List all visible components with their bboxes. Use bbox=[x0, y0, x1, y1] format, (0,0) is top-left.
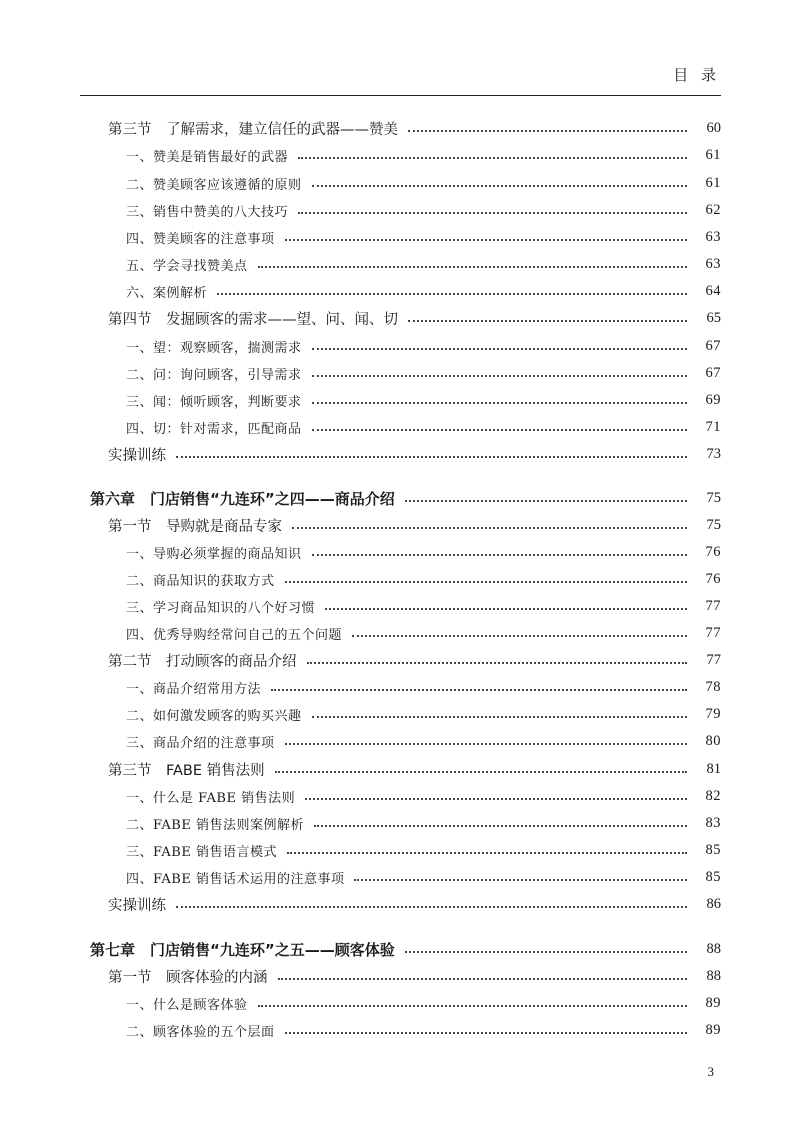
toc-entry-title: 二、赞美顾客应该遵循的原则 bbox=[126, 177, 302, 193]
toc-entry-page: 75 bbox=[706, 516, 721, 533]
dot-leader bbox=[352, 635, 687, 637]
dot-leader bbox=[285, 239, 687, 241]
toc-entry-page: 89 bbox=[705, 994, 721, 1011]
toc-entry-page: 88 bbox=[706, 940, 721, 957]
toc-section-row bbox=[0, 963, 800, 989]
toc-item-row bbox=[0, 539, 800, 565]
toc-entry-title: 四、赞美顾客的注意事项 bbox=[126, 231, 275, 247]
toc-item-row bbox=[0, 333, 800, 359]
dot-leader bbox=[258, 266, 687, 268]
dot-leader bbox=[298, 212, 687, 214]
toc-section-row bbox=[0, 441, 800, 467]
toc-item-row bbox=[0, 837, 800, 863]
toc-entry bbox=[126, 837, 721, 863]
toc-entry-title: 二、问：询问顾客，引导需求 bbox=[126, 367, 302, 383]
toc-entry bbox=[126, 170, 721, 196]
toc-entry-title: 一、商品介绍常用方法 bbox=[126, 681, 262, 697]
toc-item-row bbox=[0, 387, 800, 413]
toc-entry bbox=[126, 674, 721, 700]
toc-entry-page: 60 bbox=[706, 119, 721, 136]
toc-entry bbox=[126, 539, 721, 565]
toc-entry-title: 二、如何激发顾客的购买兴趣 bbox=[126, 708, 302, 724]
toc-item-row bbox=[0, 197, 800, 223]
toc-item-row bbox=[0, 566, 800, 592]
toc-entry bbox=[90, 485, 721, 511]
dot-leader bbox=[312, 375, 687, 377]
toc-entry-title: 三、商品介绍的注意事项 bbox=[126, 735, 275, 751]
toc-entry-page: 63 bbox=[705, 255, 721, 272]
toc-entry bbox=[90, 936, 721, 962]
toc-entry bbox=[108, 756, 721, 782]
dot-leader bbox=[354, 879, 687, 881]
toc-entry-title: 三、销售中赞美的八大技巧 bbox=[126, 204, 289, 220]
toc-entry bbox=[108, 963, 721, 989]
toc-item-row bbox=[0, 170, 800, 196]
toc-item-row bbox=[0, 674, 800, 700]
toc-entry bbox=[108, 305, 721, 331]
toc-entry-page: 75 bbox=[706, 489, 721, 506]
toc-entry-title: 五、学会寻找赞美点 bbox=[126, 258, 248, 274]
toc-entry bbox=[126, 566, 721, 592]
dot-leader bbox=[298, 157, 687, 159]
toc-entry bbox=[126, 387, 721, 413]
toc-entry-page: 76 bbox=[705, 543, 721, 560]
toc-entry bbox=[126, 414, 721, 440]
dot-leader bbox=[307, 662, 688, 664]
toc-entry bbox=[126, 810, 721, 836]
dot-leader bbox=[312, 716, 687, 718]
header-rule bbox=[80, 95, 721, 96]
toc-entry-title: 实操训练 bbox=[108, 897, 166, 914]
dot-leader bbox=[258, 1005, 687, 1007]
toc-entry-title: 第三节 了解需求，建立信任的武器——赞美 bbox=[108, 121, 398, 138]
toc-entry bbox=[126, 224, 721, 250]
dot-leader bbox=[305, 798, 687, 800]
dot-leader bbox=[278, 978, 688, 980]
toc-section-row bbox=[0, 512, 800, 538]
toc-item-row bbox=[0, 864, 800, 890]
toc-entry-page: 83 bbox=[705, 814, 721, 831]
toc-entry-title: 六、案例解析 bbox=[126, 285, 208, 301]
toc-entry bbox=[126, 728, 721, 754]
toc-entry-page: 67 bbox=[705, 364, 721, 381]
toc-entry-title: 二、商品知识的获取方式 bbox=[126, 573, 275, 589]
toc-entry bbox=[126, 197, 721, 223]
toc-entry-page: 81 bbox=[706, 760, 721, 777]
toc-entry-title: 第二节 打动顾客的商品介绍 bbox=[108, 653, 297, 670]
dot-leader bbox=[287, 852, 687, 854]
toc-entry-page: 82 bbox=[705, 787, 721, 804]
dot-leader bbox=[312, 429, 687, 431]
toc-entry-title: 三、闻：倾听顾客，判断要求 bbox=[126, 394, 302, 410]
toc-entry-title: 二、顾客体验的五个层面 bbox=[126, 1024, 275, 1040]
toc-entry bbox=[126, 360, 721, 386]
toc-entry-page: 64 bbox=[705, 282, 721, 299]
dot-leader bbox=[312, 402, 687, 404]
dot-leader bbox=[325, 608, 687, 610]
toc-entry-title: 第四节 发掘顾客的需求——望、问、闻、切 bbox=[108, 311, 398, 328]
toc-entry-page: 77 bbox=[706, 651, 721, 668]
toc-item-row bbox=[0, 360, 800, 386]
toc-item-row bbox=[0, 810, 800, 836]
dot-leader bbox=[292, 527, 687, 529]
toc-entry-title: 一、什么是 FABE 销售法则 bbox=[126, 790, 296, 806]
toc-entry-page: 71 bbox=[705, 418, 721, 435]
toc-entry-title: 一、赞美是销售最好的武器 bbox=[126, 149, 289, 165]
toc-entry bbox=[126, 278, 721, 304]
toc-entry-page: 80 bbox=[705, 732, 721, 749]
dot-leader bbox=[271, 689, 687, 691]
running-header: 目 录 bbox=[673, 66, 720, 84]
toc-entry-page: 65 bbox=[706, 309, 721, 326]
dot-leader bbox=[408, 320, 687, 322]
toc-entry bbox=[126, 701, 721, 727]
toc-item-row bbox=[0, 728, 800, 754]
toc-entry-title: 第七章 门店销售“九连环”之五——顾客体验 bbox=[90, 940, 395, 959]
toc-entry bbox=[126, 251, 721, 277]
dot-leader bbox=[217, 293, 687, 295]
toc-entry-title: 第一节 导购就是商品专家 bbox=[108, 518, 282, 535]
toc-entry bbox=[126, 1017, 721, 1043]
toc-item-row bbox=[0, 701, 800, 727]
toc-entry bbox=[126, 593, 721, 619]
dot-leader bbox=[312, 554, 687, 556]
toc-item-row bbox=[0, 620, 800, 646]
dot-leader bbox=[312, 348, 687, 350]
toc-item-row bbox=[0, 224, 800, 250]
toc-entry-title: 二、FABE 销售法则案例解析 bbox=[126, 817, 304, 833]
toc-entry-page: 63 bbox=[705, 228, 721, 245]
toc-section-row bbox=[0, 115, 800, 141]
toc-chapter-row bbox=[0, 936, 800, 962]
toc-item-row bbox=[0, 593, 800, 619]
toc-entry-page: 76 bbox=[705, 570, 721, 587]
toc-entry-page: 77 bbox=[705, 624, 721, 641]
toc-entry bbox=[126, 333, 721, 359]
toc-entry-page: 85 bbox=[705, 868, 721, 885]
toc-item-row bbox=[0, 278, 800, 304]
toc-entry-title: 第六章 门店销售“九连环”之四——商品介绍 bbox=[90, 489, 395, 508]
toc-entry-title: 四、优秀导购经常问自己的五个问题 bbox=[126, 627, 343, 643]
dot-leader bbox=[405, 951, 687, 953]
toc-item-row bbox=[0, 783, 800, 809]
toc-entry bbox=[126, 142, 721, 168]
toc-entry bbox=[108, 441, 721, 467]
toc-section-row bbox=[0, 305, 800, 331]
toc-entry-title: 一、望：观察顾客，揣测需求 bbox=[126, 340, 302, 356]
toc-entry-title: 四、切：针对需求，匹配商品 bbox=[126, 421, 302, 437]
page-number: 3 bbox=[707, 1064, 714, 1079]
toc-entry-page: 61 bbox=[705, 174, 721, 191]
toc-entry bbox=[108, 647, 721, 673]
toc-item-row bbox=[0, 414, 800, 440]
toc-entry-page: 78 bbox=[705, 678, 721, 695]
toc-entry-title: 一、什么是顾客体验 bbox=[126, 997, 248, 1013]
toc-entry-page: 77 bbox=[705, 597, 721, 614]
toc-entry bbox=[126, 783, 721, 809]
toc-entry bbox=[126, 620, 721, 646]
toc-entry bbox=[108, 512, 721, 538]
toc-section-row bbox=[0, 891, 800, 917]
toc-entry-page: 62 bbox=[705, 201, 721, 218]
toc-item-row bbox=[0, 1017, 800, 1043]
toc-entry-title: 四、FABE 销售话术运用的注意事项 bbox=[126, 871, 345, 887]
toc-entry-page: 85 bbox=[705, 841, 721, 858]
toc-entry-page: 79 bbox=[705, 705, 721, 722]
toc-entry-page: 61 bbox=[705, 146, 721, 163]
toc-entry bbox=[126, 864, 721, 890]
toc-entry-page: 86 bbox=[706, 895, 721, 912]
dot-leader bbox=[405, 500, 687, 502]
toc-item-row bbox=[0, 142, 800, 168]
toc-entry bbox=[108, 115, 721, 141]
dot-leader bbox=[176, 906, 687, 908]
toc-entry-title: 一、导购必须掌握的商品知识 bbox=[126, 546, 302, 562]
toc-section-row bbox=[0, 756, 800, 782]
dot-leader bbox=[312, 185, 687, 187]
dot-leader bbox=[314, 825, 687, 827]
toc-entry-page: 88 bbox=[706, 967, 721, 984]
dot-leader bbox=[176, 456, 687, 458]
toc-item-row bbox=[0, 990, 800, 1016]
toc-item-row bbox=[0, 251, 800, 277]
toc-entry-title: 三、学习商品知识的八个好习惯 bbox=[126, 600, 316, 616]
toc-entry-title: 实操训练 bbox=[108, 447, 166, 464]
dot-leader bbox=[275, 771, 687, 773]
dot-leader bbox=[285, 743, 687, 745]
toc-entry bbox=[108, 891, 721, 917]
toc-entry-title: 第三节 FABE 销售法则 bbox=[108, 762, 265, 779]
toc-entry-page: 67 bbox=[705, 337, 721, 354]
toc-entry-page: 69 bbox=[705, 391, 721, 408]
toc-section-row bbox=[0, 647, 800, 673]
toc-entry bbox=[126, 990, 721, 1016]
toc-entry-page: 73 bbox=[706, 445, 721, 462]
dot-leader bbox=[285, 1032, 687, 1034]
dot-leader bbox=[285, 581, 687, 583]
toc-entry-title: 三、FABE 销售语言模式 bbox=[126, 844, 277, 860]
dot-leader bbox=[408, 130, 687, 132]
toc-chapter-row bbox=[0, 485, 800, 511]
toc-entry-title: 第一节 顾客体验的内涵 bbox=[108, 969, 268, 986]
toc-entry-page: 89 bbox=[705, 1021, 721, 1038]
